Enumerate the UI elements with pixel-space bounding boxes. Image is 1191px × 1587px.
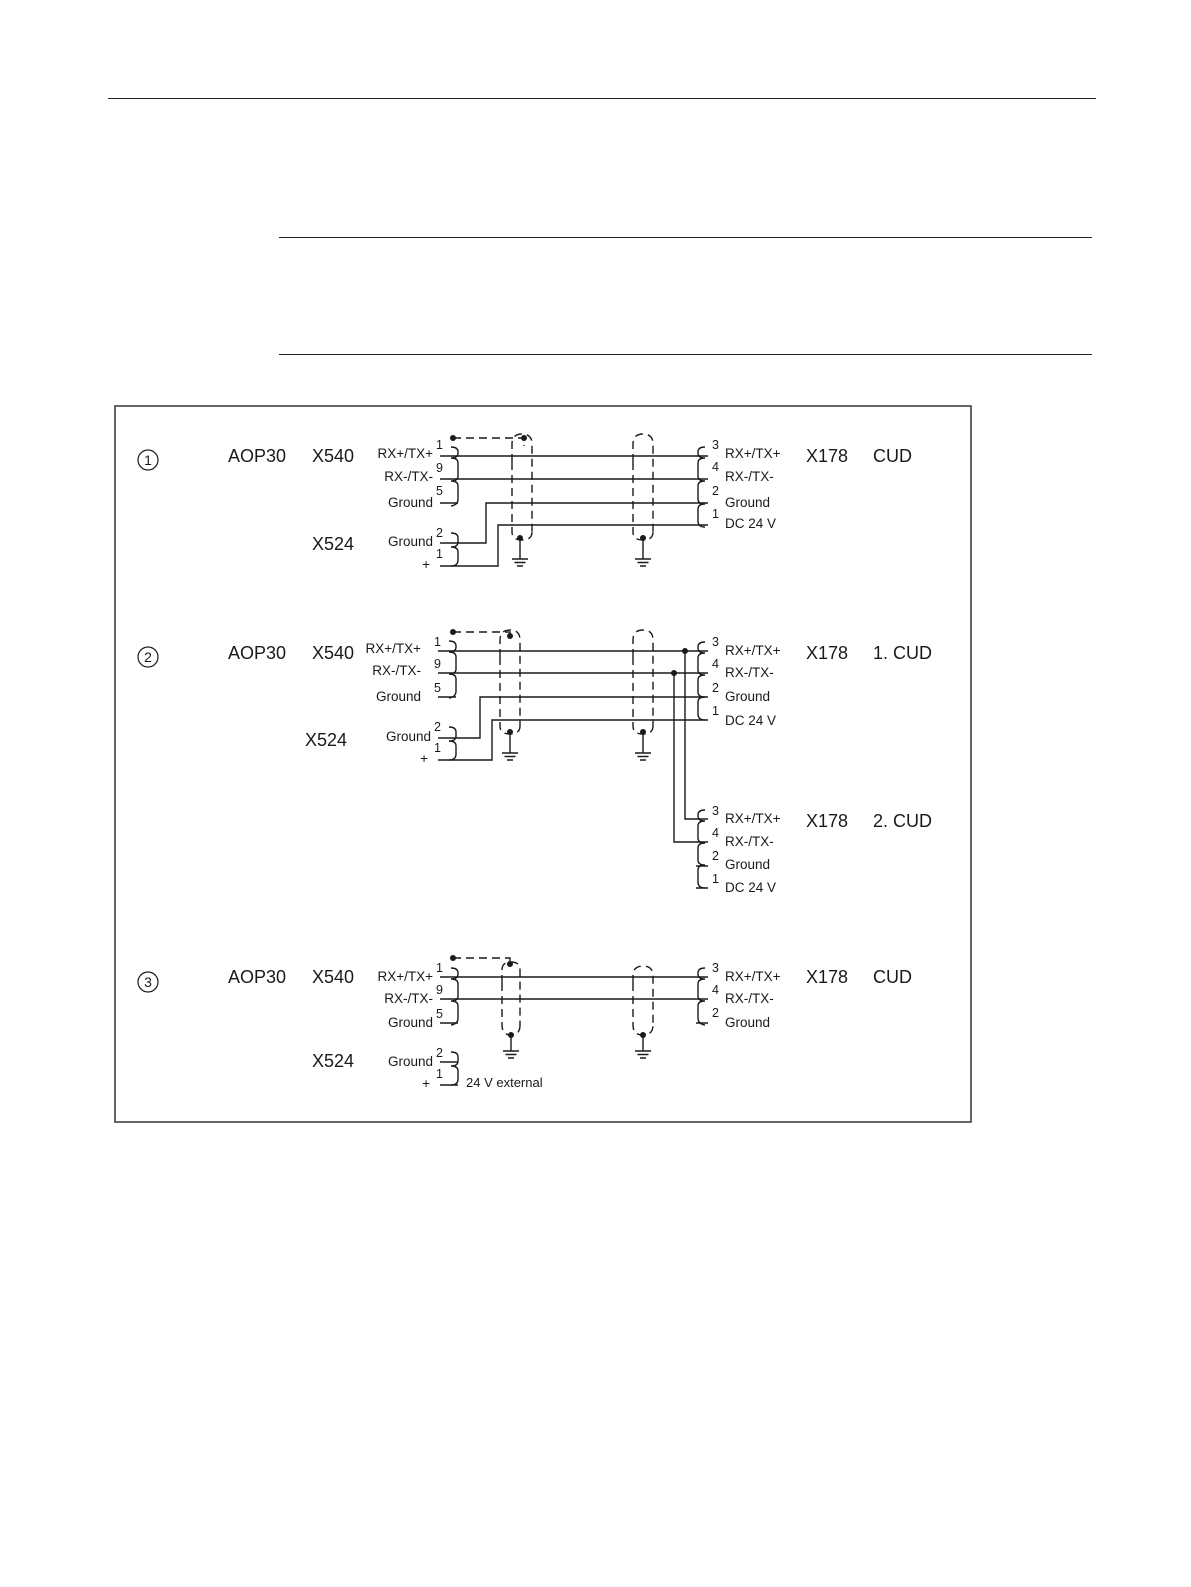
- x540-connector: [449, 641, 456, 698]
- x540-pin-label: RX+/TX+: [365, 641, 421, 656]
- x178-pin-number: 2: [712, 681, 719, 695]
- cable-shield-left: [500, 630, 520, 734]
- wire-24v: [458, 525, 696, 566]
- x178-pin-number: 2: [712, 1006, 719, 1020]
- x178-pin-label: RX-/TX-: [725, 665, 774, 680]
- cable-shield-right: [633, 630, 653, 734]
- shield-node: [507, 633, 513, 639]
- x178-2-pin-label: RX+/TX+: [725, 811, 781, 826]
- x540-pin-number: 1: [434, 635, 441, 649]
- x178-label: X178: [806, 446, 849, 466]
- x524-connector: [449, 727, 456, 760]
- x178-pin-number: 4: [712, 460, 719, 474]
- pin-stub: [438, 651, 708, 888]
- variant-marker-1-label: 1: [144, 452, 152, 468]
- x178-pin-label: DC 24 V: [725, 713, 777, 728]
- shield-bridge: [453, 438, 524, 446]
- x178-pin-number: 3: [712, 961, 719, 975]
- x524-pin-number: 2: [434, 720, 441, 734]
- x540-pin-label: Ground: [375, 689, 421, 704]
- shield-bridge: [453, 632, 510, 640]
- x540-pin-number: 9: [434, 657, 441, 671]
- x540-pin-number: 1: [436, 961, 443, 975]
- pin-stub: [440, 977, 708, 1085]
- x524-pin-number: 2: [436, 1046, 443, 1060]
- x524-pin-number: 1: [436, 547, 443, 561]
- x178-2-pin-number: 4: [712, 826, 719, 840]
- variant-1: [138, 434, 912, 572]
- variant-2: [138, 629, 932, 895]
- x178-2-label: X178: [806, 811, 849, 831]
- external-24v-note: 24 V external: [466, 1075, 543, 1090]
- x178-connector: [698, 642, 705, 720]
- panel-label: AOP30: [228, 446, 287, 466]
- x178-pin-number: 1: [712, 507, 719, 521]
- ground-symbol: [635, 1032, 651, 1058]
- x524-pin-number: 1: [434, 741, 441, 755]
- x540-pin-label: RX-/TX-: [372, 663, 421, 678]
- ground-symbol: [512, 535, 528, 566]
- x178-pin-label: RX+/TX+: [725, 643, 781, 658]
- x178-2-connector: [698, 810, 705, 888]
- x524-label: X524: [305, 730, 348, 750]
- variant-3: [138, 955, 912, 1091]
- x524-pin-number: 2: [436, 526, 443, 540]
- x540-pin-label: RX+/TX+: [377, 969, 433, 984]
- x178-pin-label: DC 24 V: [725, 516, 777, 531]
- x540-pin-number: 1: [436, 438, 443, 452]
- x178-pin-number: 2: [712, 484, 719, 498]
- x524-connector: [451, 533, 458, 566]
- x178-2-pin-number: 2: [712, 849, 719, 863]
- wire-branch-rx-tx-plus: [685, 651, 696, 819]
- x178-2-pin-label: Ground: [725, 857, 771, 872]
- x540-label: X540: [312, 446, 355, 466]
- shield-bridge: [453, 958, 510, 966]
- x178-2-pin-number: 1: [712, 872, 719, 886]
- variant-marker-3-label: 3: [144, 974, 152, 990]
- ground-symbol: [503, 1032, 519, 1058]
- x540-pin-label: RX-/TX-: [384, 991, 433, 1006]
- cable-shield-left: [512, 434, 532, 540]
- x178-2-pin-label: DC 24 V: [725, 880, 777, 895]
- x524-pin-number: 1: [436, 1067, 443, 1081]
- x178-pin-label: RX-/TX-: [725, 469, 774, 484]
- x524-connector: [451, 1052, 458, 1085]
- x524-pin-label: +: [422, 557, 430, 572]
- wire-24v: [456, 720, 696, 760]
- pin-stub: [440, 456, 708, 566]
- x178-pin-number: 4: [712, 983, 719, 997]
- x524-pin-label: Ground: [385, 729, 431, 744]
- x524-pin-label: +: [420, 751, 428, 766]
- cable-shield-right: [633, 434, 653, 540]
- x178-pin-label: Ground: [725, 689, 771, 704]
- x178-2-pin-number: 3: [712, 804, 719, 818]
- panel-label: AOP30: [228, 643, 287, 663]
- x540-pin-number: 9: [436, 461, 443, 475]
- x178-pin-label: Ground: [725, 1015, 771, 1030]
- x178-pin-number: 3: [712, 438, 719, 452]
- x540-pin-number: 9: [436, 983, 443, 997]
- x540-pin-number: 5: [434, 681, 441, 695]
- diagram-frame: [115, 406, 971, 1122]
- x540-pin-number: 5: [436, 1007, 443, 1021]
- cud-label: CUD: [873, 446, 912, 466]
- x524-pin-label: Ground: [387, 1054, 433, 1069]
- x524-label: X524: [312, 1051, 355, 1071]
- x540-pin-label: RX-/TX-: [384, 469, 433, 484]
- x178-2-pin-label: RX-/TX-: [725, 834, 774, 849]
- x540-pin-number: 5: [436, 484, 443, 498]
- x178-pin-number: 3: [712, 635, 719, 649]
- x178-connector: [698, 447, 705, 527]
- x540-pin-label: Ground: [387, 495, 433, 510]
- x178-label: X178: [806, 967, 849, 987]
- x178-label: X178: [806, 643, 849, 663]
- x524-label: X524: [312, 534, 355, 554]
- x178-pin-number: 1: [712, 704, 719, 718]
- cud-label: CUD: [873, 967, 912, 987]
- x540-pin-label: RX+/TX+: [377, 446, 433, 461]
- x540-label: X540: [312, 643, 355, 663]
- x178-pin-label: Ground: [725, 495, 771, 510]
- x524-pin-label: Ground: [387, 534, 433, 549]
- x178-pin-label: RX+/TX+: [725, 446, 781, 461]
- x540-pin-label: Ground: [387, 1015, 433, 1030]
- x178-pin-label: RX-/TX-: [725, 991, 774, 1006]
- x524-pin-label: +: [422, 1076, 430, 1091]
- shield-node: [521, 435, 527, 441]
- variant-marker-2-label: 2: [144, 649, 152, 665]
- x540-label: X540: [312, 967, 355, 987]
- x178-pin-number: 4: [712, 657, 719, 671]
- x178-pin-label: RX+/TX+: [725, 969, 781, 984]
- wire-ground: [458, 503, 696, 543]
- cud-2-label: 2. CUD: [873, 811, 933, 831]
- panel-label: AOP30: [228, 967, 287, 987]
- cud-1-label: 1. CUD: [873, 643, 933, 663]
